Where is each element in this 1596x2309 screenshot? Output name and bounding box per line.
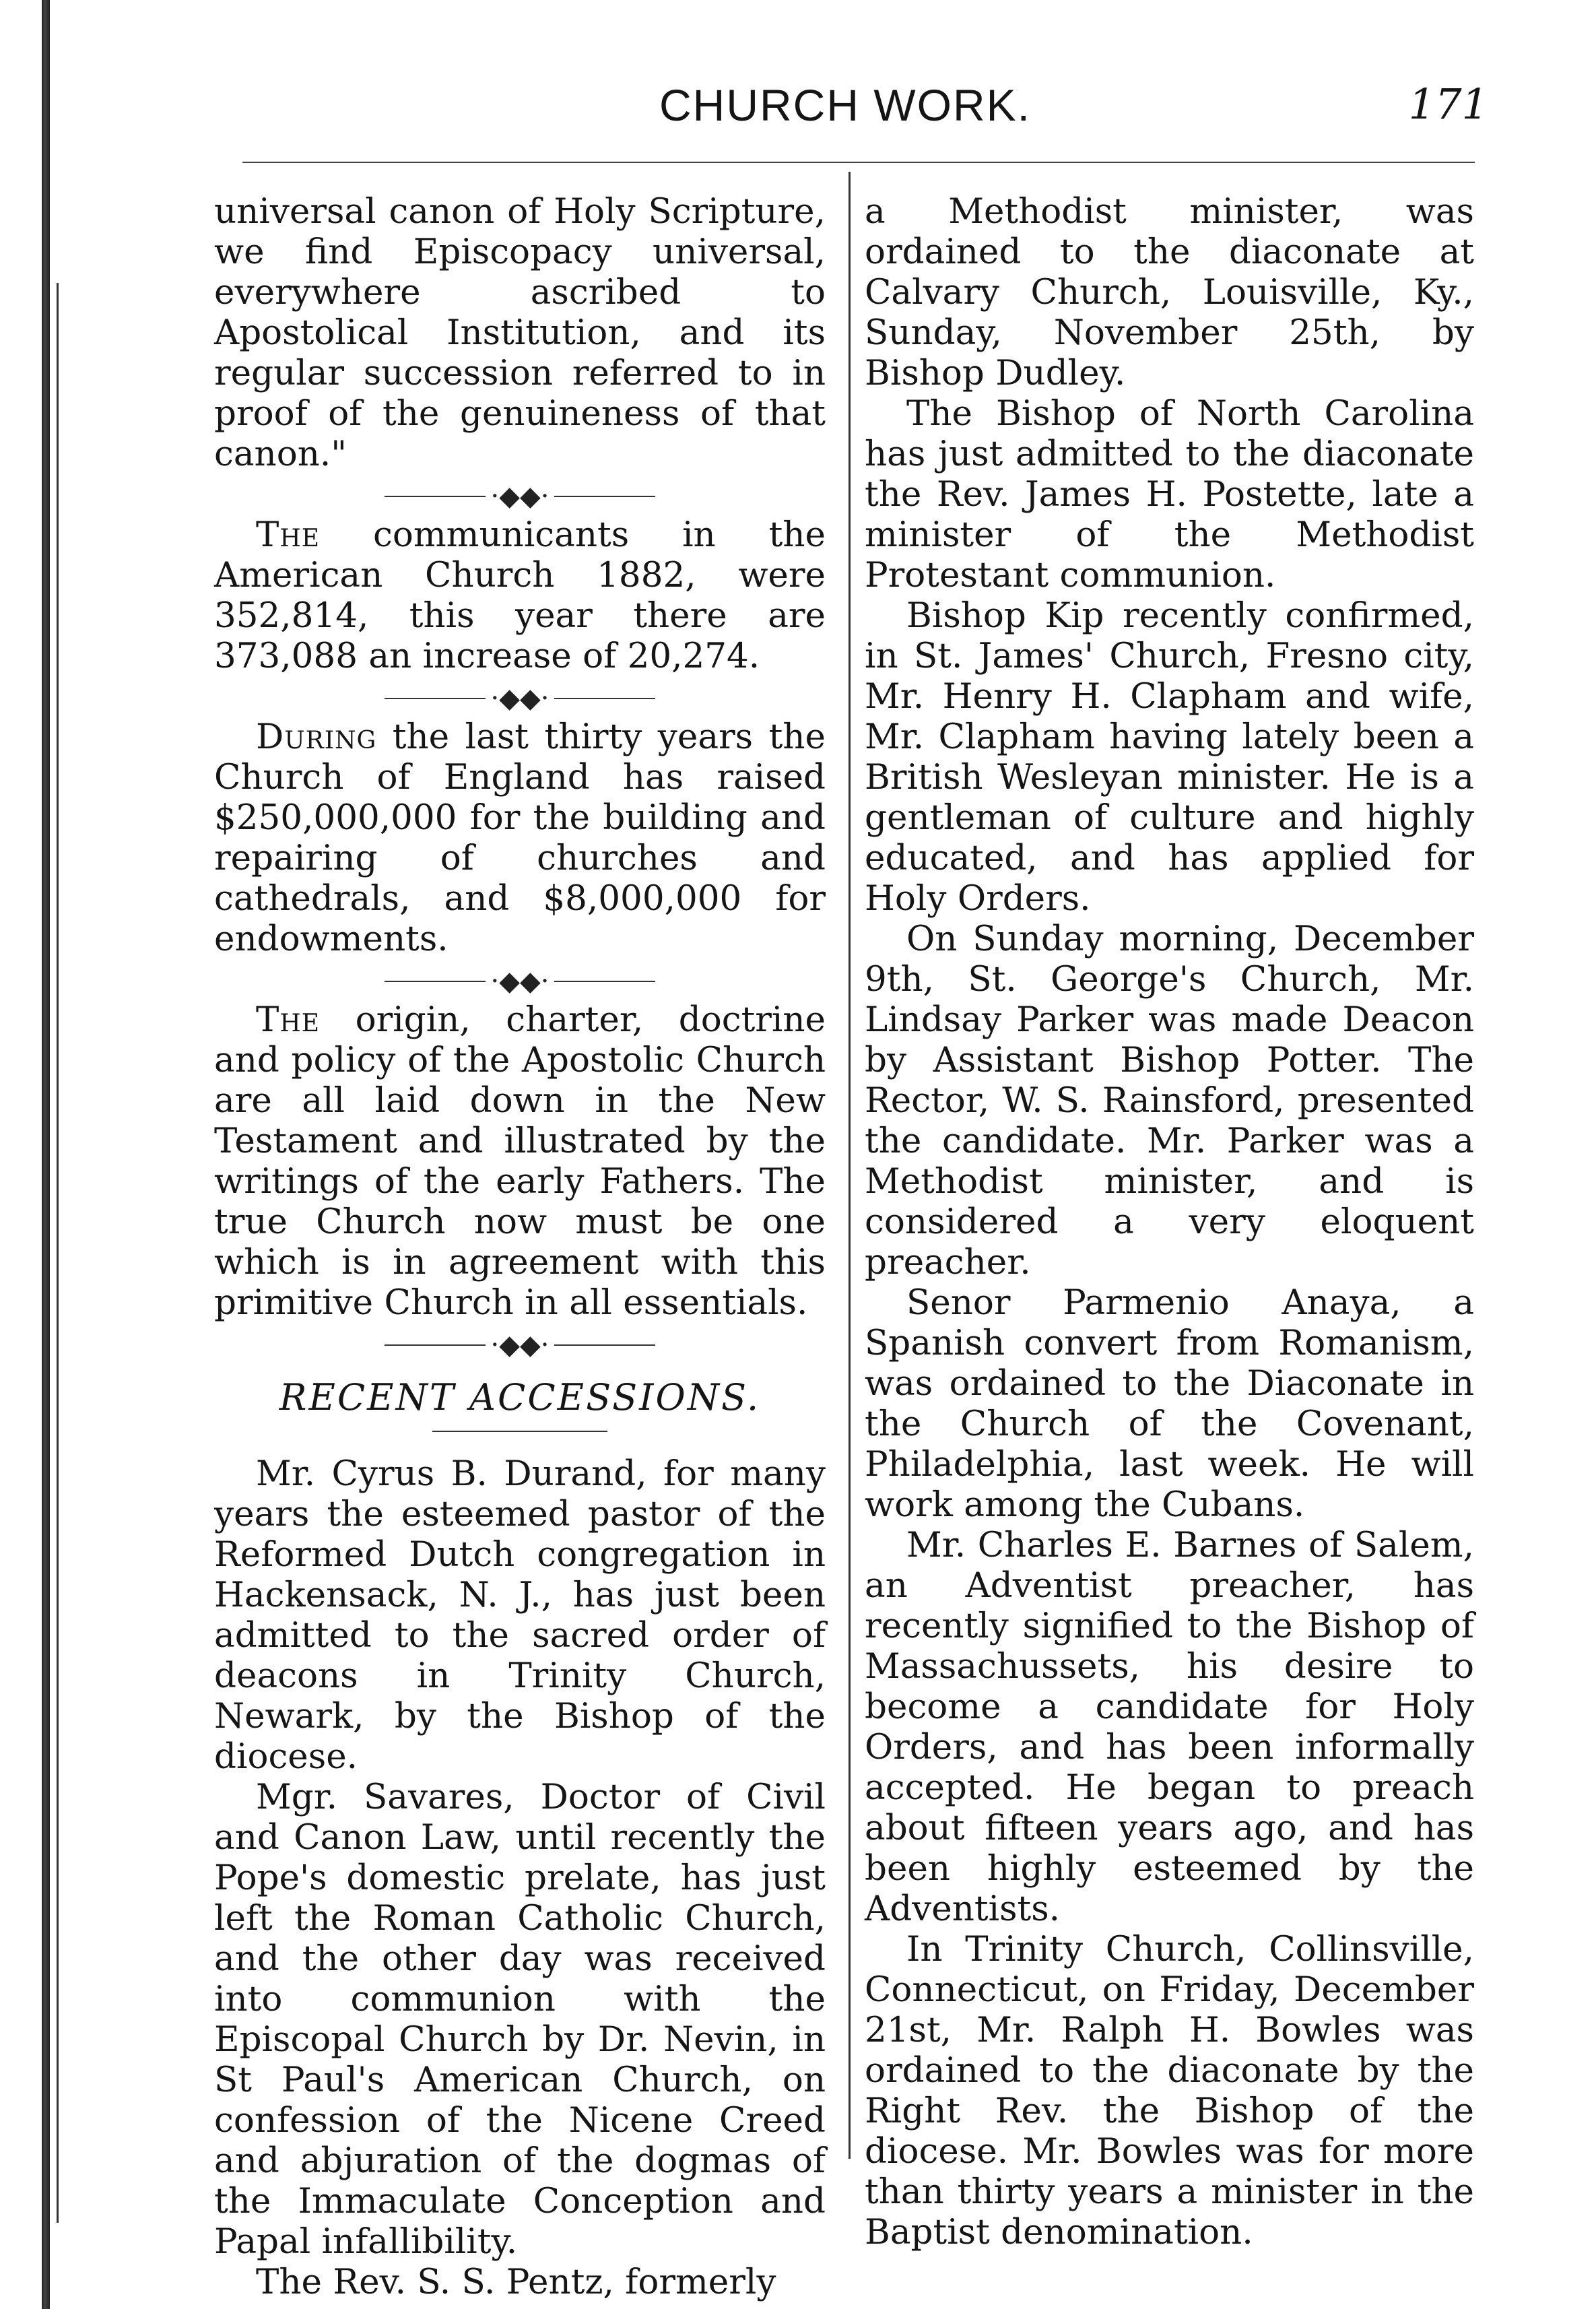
divider-line <box>554 496 655 497</box>
paragraph-canon-quote: universal canon of Holy Scripture, we find Episcopacy universal, everywhere ascribed to Apostolical Institution, and its regular succession referred to in proof of the genuineness of that canon." <box>214 191 826 474</box>
divider-ornament: ·◆◆· <box>490 966 550 997</box>
divider-ornament: ·◆◆· <box>490 683 550 714</box>
heading-rule <box>432 1431 607 1432</box>
divider-line <box>385 496 486 497</box>
paragraph-church-of-england <box>214 717 826 959</box>
paragraph-north-carolina: The Bishop of North Carolina has just admitted to the diaconate the Rev. James H. Postette, late a minister of the Methodist Protestant communion. <box>865 393 1474 595</box>
header-rule <box>242 162 1475 163</box>
page-header <box>202 79 1488 133</box>
paragraph-pentz: The Rev. S. S. Pentz, formerly <box>256 2262 776 2302</box>
page-binding-shadow <box>57 283 59 2223</box>
paragraph-text: the last thirty years the Church of England has raised $250,000,000 for the building and repairing of churches and cathedrals, and $8,000,000 for endowments. <box>214 717 826 959</box>
paragraph-apostolic-church <box>214 1000 826 1323</box>
paragraph-savares: Mgr. Savares, Doctor of Civil and Canon Law, until recently the Pope's domestic prelate, has just left the Roman Catholic Church, and the other day was received into communion with the Episcopal Church by Dr. Nevin, in St Paul's American Church, on confession of the Nicene Creed and abjuration of the dogmas of the Immaculate Conception and Papal infallibility. <box>214 1777 826 2262</box>
divider-line <box>554 981 655 982</box>
divider-line <box>385 698 486 699</box>
divider-ornament: ·◆◆· <box>490 481 550 512</box>
divider-line <box>385 1344 486 1346</box>
paragraph-clapham: Bishop Kip recently confirmed, in St. James' Church, Fresno city, Mr. Henry H. Clapham and wife, Mr. Clapham having lately been a British Wesleyan minister. He is a gentleman of culture and highly educated, and has applied for Holy Orders. <box>865 595 1474 919</box>
ornamental-divider <box>214 676 826 717</box>
ornamental-divider <box>214 959 826 1000</box>
lead-word: During <box>256 717 377 757</box>
right-column <box>865 191 1474 2252</box>
paragraph-anaya: Senor Parmenio Anaya, a Spanish convert from Romanism, was ordained to the Diaconate in the Church of the Covenant, Philadelphia, last week. He will work among the Cubans. <box>865 1282 1474 1525</box>
page-number: 171 <box>1408 79 1488 129</box>
divider-line <box>554 1344 655 1346</box>
section-heading: RECENT ACCESSIONS. <box>279 1376 761 1419</box>
paragraph-parker: On Sunday morning, December 9th, St. George's Church, Mr. Lindsay Parker was made Deacon by Assistant Bishop Potter. The Rector, W. S. Rainsford, presented the candidate. Mr. Parker was a Methodist minister, and is considered a very eloquent preacher. <box>865 919 1474 1282</box>
lead-word: The <box>256 515 321 555</box>
paragraph-pentz-continued: a Methodist minister, was ordained to the diaconate at Calvary Church, Louisville, Ky., Sunday, November 25th, by Bishop Dudley. <box>865 191 1474 393</box>
running-title: CHURCH WORK. <box>659 80 1031 130</box>
ornamental-divider <box>214 474 826 515</box>
paragraph-text: communicants in the American Church 1882, were 352,814, this year there are 373,088 an increase of 20,274. <box>214 515 826 676</box>
left-column <box>214 191 826 2302</box>
ornamental-divider <box>214 1323 826 1363</box>
page-binding-edge <box>42 0 50 2309</box>
paragraph-communicants <box>214 515 826 676</box>
paragraph-text: origin, charter, doctrine and policy of the Apostolic Church are all laid down in the New Testament and illustrated by the writings of the early Fathers. The true Church now must be one which is in agreement with this primitive Church in all essentials. <box>214 1000 826 1323</box>
divider-ornament: ·◆◆· <box>490 1330 550 1361</box>
paragraph-durand: Mr. Cyrus B. Durand, for many years the esteemed pastor of the Reformed Dutch congregation in Hackensack, N. J., has just been admitted to the sacred order of deacons in Trinity Church, Newark, by the Bishop of the diocese. <box>214 1454 826 1777</box>
paragraph-barnes: Mr. Charles E. Barnes of Salem, an Adventist preacher, has recently signified to the Bishop of Massachussets, his desire to become a candidate for Holy Orders, and has been informally accepted. He began to preach about fifteen years ago, and has been highly esteemed by the Adventists. <box>865 1525 1474 1929</box>
lead-word: The <box>256 1000 321 1040</box>
divider-line <box>554 698 655 699</box>
divider-line <box>385 981 486 982</box>
paragraph-bowles: In Trinity Church, Collinsville, Connecticut, on Friday, December 21st, Mr. Ralph H. Bowles was ordained to the diaconate by the Right Rev. the Bishop of the diocese. Mr. Bowles was for more than thirty years a minister in the Baptist denomination. <box>865 1929 1474 2252</box>
column-divider <box>849 172 851 2159</box>
